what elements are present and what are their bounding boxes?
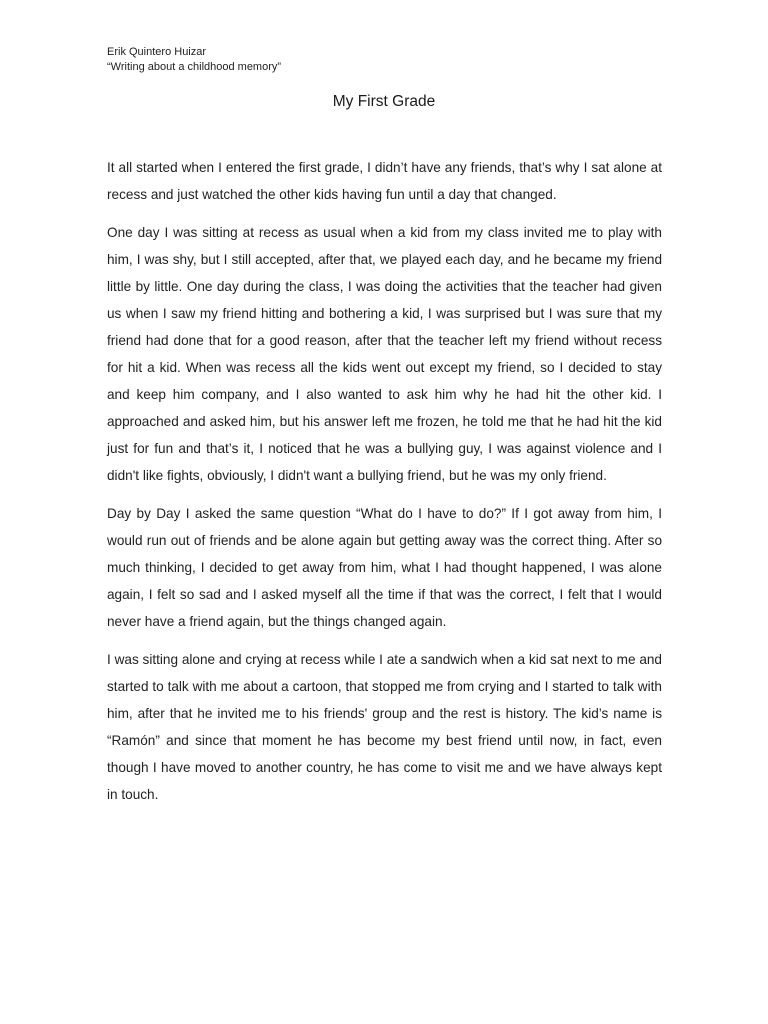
paragraph-4: I was sitting alone and crying at recess while I ate a sandwich when a kid sat next to me and started to talk with me about a cartoon, that stopped me from crying and I started to talk with him, after that he invited me to his friends' group and the rest is history. The kid’s name is “Ramón” and since that moment he has become my best friend until now, in fact, even though I have moved to another country, he has come to visit me and we have always kept in touch. [107, 652, 662, 802]
document-title: My First Grade [332, 93, 436, 110]
document-subtitle: “Writing about a childhood memory” [107, 61, 282, 73]
paragraph-2: One day I was sitting at recess as usual when a kid from my class invited me to play with him, I was shy, but I still accepted, after that, we played each day, and he became my friend little by little. One day during the class, I was doing the activities that the teacher had given us when I saw my friend hitting and bothering a kid, I was surprised but I was sure that my friend had done that for a good reason, after that the teacher left my friend without recess for hit a kid. When was recess all the kids went out except my friend, so I decided to stay and keep him company, and I also wanted to ask him why he had hit the other kid. I approached and asked him, but his answer left me frozen, he told me that he had hit the kid just for fun and that’s it, I noticed that he was a bullying guy, I was against violence and I didn't like fights, obviously, I didn't want a bullying friend, but he was my only friend. [107, 225, 662, 483]
document-header [107, 45, 281, 75]
paragraph-1: It all started when I entered the first grade, I didn’t have any friends, that’s why I sat alone at recess and just watched the other kids having fun until a day that changed. [107, 160, 662, 202]
paragraph-3: Day by Day I asked the same question “What do I have to do?” If I got away from him, I would run out of friends and be alone again but getting away was the correct thing. After so much thinking, I decided to get away from him, what I had thought happened, I was alone again, I felt so sad and I asked myself all the time if that was the correct, I felt that I would never have a friend again, but the things changed again. [107, 506, 662, 629]
document-body [107, 154, 662, 819]
author-name: Erik Quintero Huizar [107, 46, 207, 58]
